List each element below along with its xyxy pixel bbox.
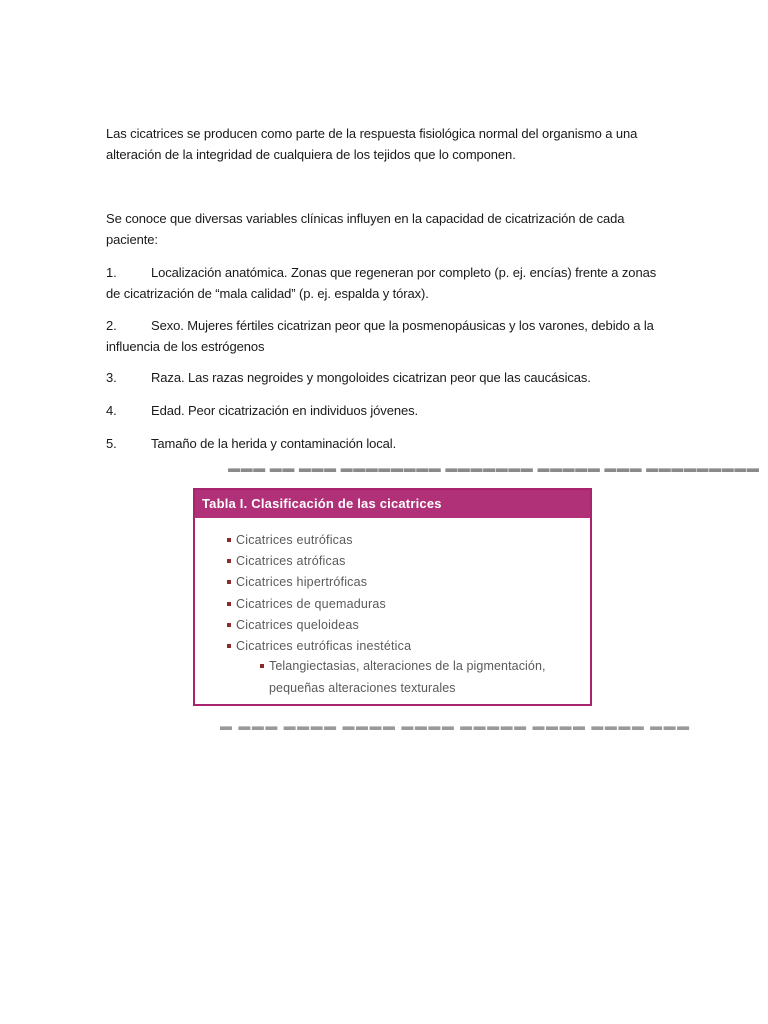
bullet-icon — [227, 602, 231, 606]
factor-item — [106, 315, 666, 357]
factor-number: 5. — [106, 436, 117, 451]
scar-type-list — [227, 530, 411, 657]
factor-number: 4. — [106, 403, 117, 418]
list-item — [227, 594, 411, 615]
factor-item — [106, 400, 666, 421]
scar-type-label: Cicatrices eutróficas inestética — [236, 639, 412, 654]
scar-subtype-list — [260, 656, 546, 699]
list-item — [227, 572, 411, 593]
factor-number: 3. — [106, 370, 117, 385]
subitem-line-2: pequeñas alteraciones texturales — [269, 680, 456, 695]
bullet-icon — [227, 538, 231, 542]
intro-paragraph: Las cicatrices se producen como parte de la respuesta fisiológica normal del organismo a una alteración de la integridad de cualquiera de los tejidos que lo componen. — [106, 126, 638, 162]
factor-item — [106, 433, 666, 454]
factor-text: Sexo. Mujeres fértiles cicatrizan peor que la posmenopáusicas y los varones, debido a la influencia de los estrógenos — [106, 318, 654, 354]
scar-type-label: Cicatrices de quemaduras — [236, 596, 387, 611]
subitem-line-1: Telangiectasias, alteraciones de la pigmentación, — [269, 659, 546, 673]
factor-number: 1. — [106, 265, 117, 280]
bullet-icon — [227, 623, 231, 627]
scar-type-label: Cicatrices queloideas — [236, 617, 360, 632]
list-item — [227, 530, 411, 551]
cropped-text-top: ▬▬▬ ▬▬ ▬▬▬ ▬▬▬▬▬▬▬▬ ▬▬▬▬▬▬▬ ▬▬▬▬▬ ▬▬▬ ▬▬▬▬▬▬▬▬▬ — [228, 461, 760, 475]
bullet-icon — [260, 664, 264, 668]
list-item — [227, 636, 411, 657]
cropped-text-bottom: ▬ ▬▬▬ ▬▬▬▬ ▬▬▬▬ ▬▬▬▬ ▬▬▬▬▬ ▬▬▬▬ ▬▬▬▬ ▬▬▬ — [220, 719, 691, 733]
scar-type-label: Cicatrices eutróficas — [236, 533, 353, 547]
bullet-icon — [227, 580, 231, 584]
table-title: Tabla I. Clasificación de las cicatrices — [195, 490, 590, 518]
factor-item — [106, 262, 666, 304]
bullet-icon — [227, 644, 231, 648]
list-item — [227, 551, 411, 572]
factor-number: 2. — [106, 318, 117, 333]
factor-text: Localización anatómica. Zonas que regeneran por completo (p. ej. encías) frente a zonas de cicatrización de “mala calidad” (p. ej. espalda y tórax). — [106, 265, 657, 301]
list-item — [227, 615, 411, 636]
factor-item — [106, 367, 666, 388]
scar-type-label: Cicatrices atróficas — [236, 554, 346, 569]
scar-type-label: Cicatrices hipertróficas — [236, 575, 368, 590]
classification-table — [193, 488, 592, 706]
factor-text: Tamaño de la herida y contaminación local. — [151, 436, 397, 451]
bullet-icon — [227, 559, 231, 563]
variables-paragraph: Se conoce que diversas variables clínicas influyen en la capacidad de cicatrización de cada paciente: — [106, 211, 625, 247]
sub-list-item — [260, 656, 546, 678]
sub-list-item-continued — [260, 678, 546, 700]
factor-text: Edad. Peor cicatrización en individuos jóvenes. — [151, 403, 419, 418]
factor-text: Raza. Las razas negroides y mongoloides cicatrizan peor que las caucásicas. — [151, 370, 591, 385]
